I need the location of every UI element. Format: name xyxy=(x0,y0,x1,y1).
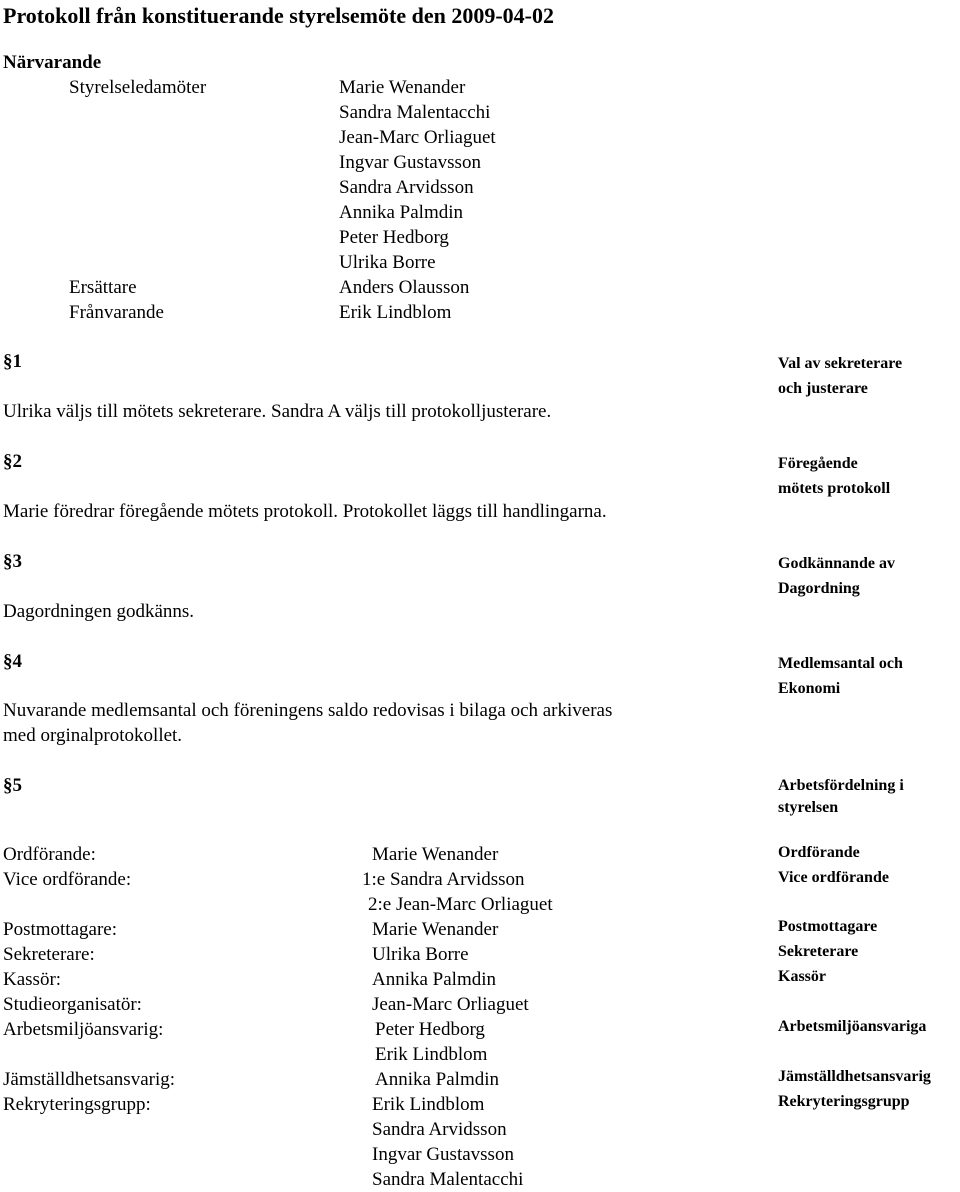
role-person: Ulrika Borre xyxy=(372,944,469,965)
role-label xyxy=(3,1042,175,1067)
role-person: Marie Wenander xyxy=(372,919,499,940)
role-label: Sekreterare: xyxy=(3,944,95,965)
role-person: Erik Lindblom xyxy=(375,1044,488,1065)
document-title: Protokoll från konstituerande styrelsemöte den 2009-04-02 xyxy=(3,3,554,28)
paragraph-sign-icon: § xyxy=(3,651,13,672)
attendee-name: Erik Lindblom xyxy=(339,302,452,323)
attendance-heading: Närvarande xyxy=(3,52,102,73)
section-2-text: Marie föredrar föregående mötets protokoll. Protokollet läggs till handlingarna. xyxy=(3,501,607,522)
section-4-margin-note: Medlemsantal och Ekonomi xyxy=(778,655,903,697)
role-person: Jean-Marc Orliaguet xyxy=(372,994,529,1015)
role-person: Annika Palmdin xyxy=(372,969,497,990)
absent-label: Frånvarande xyxy=(69,302,164,323)
section-5-number: §5 xyxy=(3,775,22,796)
role-label: Kassör: xyxy=(3,969,62,990)
paragraph-sign-icon: § xyxy=(3,451,13,472)
attendee-name: Ingvar Gustavsson xyxy=(339,152,481,173)
paragraph-sign-icon: § xyxy=(3,551,13,572)
role-label: Ordförande: xyxy=(3,844,96,865)
role-person: Sandra Malentacchi xyxy=(372,1169,524,1190)
section-3-text: Dagordningen godkänns. xyxy=(3,601,195,622)
section-4-text: Nuvarande medlemsantal och föreningens saldo redovisas i bilaga och arkiveras med orginalprotokollet. xyxy=(3,700,613,746)
attendee-name: Sandra Arvidsson xyxy=(339,177,474,198)
section-1-text: Ulrika väljs till mötets sekreterare. Sandra A väljs till protokolljusterare. xyxy=(3,401,552,422)
role-title-ordforande: Ordförande xyxy=(778,844,860,861)
role-person: Marie Wenander xyxy=(372,844,499,865)
attendee-name: Anders Olausson xyxy=(339,277,470,298)
section-1-number: §1 xyxy=(3,351,22,372)
section-3-margin-note: Godkännande av Dagordning xyxy=(778,555,895,597)
role-label: Jämställdhetsansvarig: xyxy=(3,1069,176,1090)
paragraph-sign-icon: § xyxy=(3,775,13,796)
role-title-rekrytering: Rekryteringsgrupp xyxy=(778,1093,910,1110)
role-person: Peter Hedborg xyxy=(375,1019,485,1040)
board-members-label: Styrelseledamöter xyxy=(69,77,207,98)
attendee-name: Ulrika Borre xyxy=(339,252,436,273)
role-title-kassor: Kassör xyxy=(778,968,826,985)
role-title-postmottagare: Postmottagare xyxy=(778,918,878,935)
role-label: Vice ordförande: xyxy=(3,869,132,890)
role-person: Sandra Arvidsson xyxy=(372,1119,507,1140)
role-person: 1:e Sandra Arvidsson xyxy=(362,869,525,890)
section-1-margin-note: Val av sekreterare och justerare xyxy=(778,355,903,397)
paragraph-sign-icon: § xyxy=(3,351,13,372)
role-person: Ingvar Gustavsson xyxy=(372,1144,514,1165)
role-label: Studieorganisatör: xyxy=(3,994,142,1015)
attendee-list xyxy=(339,75,496,325)
substitute-label: Ersättare xyxy=(69,277,137,298)
section-3-number: §3 xyxy=(3,551,22,572)
role-label xyxy=(3,892,175,917)
attendee-name: Jean-Marc Orliaguet xyxy=(339,127,496,148)
role-title-sekreterare: Sekreterare xyxy=(778,943,859,960)
role-label: Arbetsmiljöansvarig: xyxy=(3,1019,164,1040)
role-labels xyxy=(3,842,175,1117)
section-5-margin-note: Arbetsfördelning i styrelsen xyxy=(778,777,904,816)
attendee-name: Sandra Malentacchi xyxy=(339,102,491,123)
attendee-name: Annika Palmdin xyxy=(339,202,464,223)
role-label: Postmottagare: xyxy=(3,919,117,940)
role-title-arbetsmiljo: Arbetsmiljöansvariga xyxy=(778,1018,927,1035)
section-2-number: §2 xyxy=(3,451,22,472)
role-person: Annika Palmdin xyxy=(375,1069,500,1090)
section-4-number: §4 xyxy=(3,651,22,672)
role-persons xyxy=(362,842,553,1192)
attendee-name: Peter Hedborg xyxy=(339,227,449,248)
role-title-jamstalldhet: Jämställdhetsansvarig xyxy=(778,1068,931,1085)
attendee-name: Marie Wenander xyxy=(339,77,466,98)
role-person: Erik Lindblom xyxy=(372,1094,485,1115)
role-person: 2:e Jean-Marc Orliaguet xyxy=(368,894,553,915)
role-title-vice-ordforande: Vice ordförande xyxy=(778,869,889,886)
section-2-margin-note: Föregående mötets protokoll xyxy=(778,455,891,497)
role-label: Rekryteringsgrupp: xyxy=(3,1094,151,1115)
